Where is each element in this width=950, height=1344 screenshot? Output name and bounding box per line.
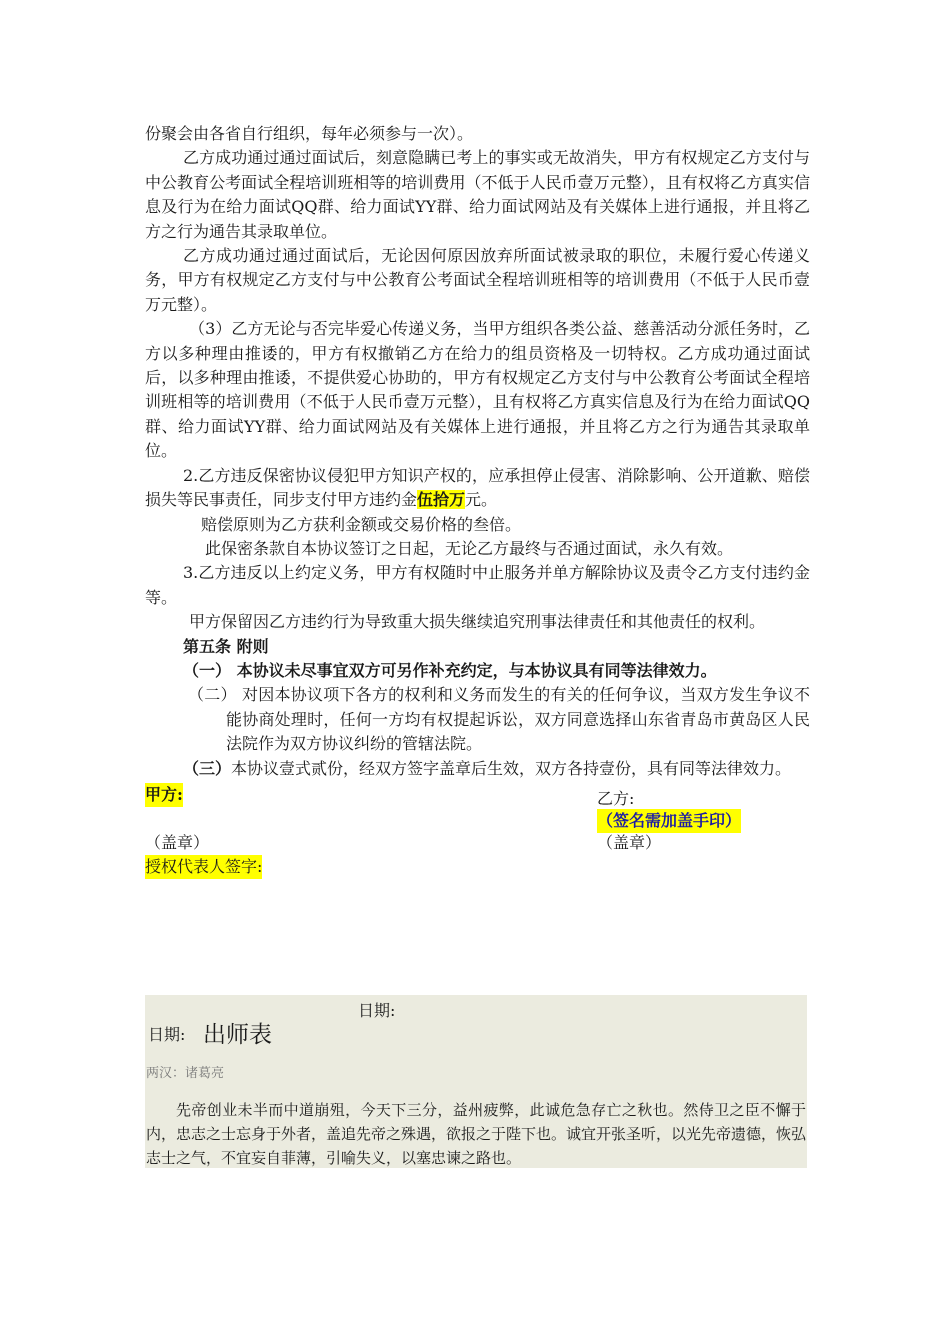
party-b-label: 乙方: — [597, 788, 635, 808]
clause-3 — [145, 757, 810, 781]
signature-row-2 — [145, 807, 810, 831]
paragraph-5-end: 元。 — [465, 490, 498, 510]
paragraph-6: 赔偿原则为乙方获利金额或交易价格的叁倍。 — [201, 514, 522, 534]
article-5-heading: 第五条 附则 — [183, 636, 269, 656]
penalty-amount: 伍拾万 — [417, 490, 466, 510]
poem-author: 两汉：诸葛亮 — [146, 1066, 225, 1081]
poem-title: 出师表 — [203, 1022, 272, 1048]
paragraph-3: 乙方成功通过通过面试后，无论因何原因放弃所面试被录取的职位，未履行爱心传递义务，甲方有权规定乙方支付与中公教育公考面试全程培训班相等的培训费用（不低于人民币壹万元整）。 — [145, 246, 810, 314]
poem-box — [145, 995, 807, 1168]
signature-row-4 — [145, 855, 810, 879]
poem-text: 先帝创业未半而中道崩殂，今天下三分，益州疲弊，此诚危急存亡之秋也。然侍卫之臣不懈于内，忠志之士忘身于外者，盖追先帝之殊遇，欲报之于陛下也。诚宜开张圣听，以光先帝遗德，恢弘志士之气，不宜妄自菲薄，引喻失义，以塞忠谏之路也。 — [146, 1101, 807, 1167]
clause-3-text: 本协议壹式贰份，经双方签字盖章后生效，双方各持壹份，具有同等法律效力。 — [231, 758, 792, 778]
date-label-right: 日期: — [358, 1001, 396, 1020]
clause-1: （一） 本协议未尽事宜双方可另作补充约定，与本协议具有同等法律效力。 — [183, 660, 717, 680]
clause-3-number: （三） — [183, 758, 232, 778]
paragraph-5 — [145, 464, 810, 513]
clause-2: （二） 对因本协议项下各方的权利和义务而发生的有关的任何争议，当双方发生争议不能协商处理时，任何一方均有权提起诉讼，双方同意选择山东省青岛市黄岛区人民法院作为双方协议纠纷的管辖法院。 — [188, 685, 810, 754]
paragraph-8: 3.乙方违反以上约定义务，甲方有权随时中止服务并单方解除协议及责令乙方支付违约金等。 — [145, 563, 810, 607]
paragraph-5-text: 2.乙方违反保密协议侵犯甲方知识产权的，应承担停止侵害、消除影响、公开道歉、赔偿损失等民事责任，同步支付甲方违约金 — [145, 465, 810, 510]
paragraph-2: 乙方成功通过通过面试后，刻意隐瞒已考上的事实或无故消失，甲方有权规定乙方支付与中公教育公考面试全程培训班相等的培训费用（不低于人民币壹万元整），且有权将乙方真实信息及行为在给力面试QQ群、给力面试YY群、给力面试网站及有关媒体上进行通报，并且将乙方之行为通告其录取单位。 — [145, 148, 810, 241]
signature-row-1 — [145, 783, 810, 807]
paragraph-9: 甲方保留因乙方违约行为导致重大损失继续追究刑事法律责任和其他责任的权利。 — [189, 612, 766, 632]
signature-row-3 — [145, 831, 810, 855]
date-label-left: 日期: — [148, 1025, 186, 1044]
seal-a: （盖章） — [145, 832, 210, 852]
sign-note: （签名需加盖手印） — [597, 809, 741, 833]
paragraph-7: 此保密条款自本协议签订之日起，无论乙方最终与否通过面试，永久有效。 — [205, 538, 734, 558]
seal-b: （盖章） — [597, 832, 662, 852]
paragraph-1: 份聚会由各省自行组织，每年必须参与一次）。 — [145, 124, 474, 143]
agreement-document — [145, 122, 810, 879]
party-a-label: 甲方: — [145, 783, 183, 807]
authorized-rep-sign: 授权代表人签字: — [145, 855, 262, 879]
paragraph-4: （3）乙方无论与否完毕爱心传递义务，当甲方组织各类公益、慈善活动分派任务时，乙方以多种理由推诿的，甲方有权撤销乙方在给力的组员资格及一切特权。乙方成功通过面试后，以多种理由推诿，不提供爱心协助的，甲方有权规定乙方支付与中公教育公考面试全程培训班相等的培训费用（不低于人民币壹万元整），且有权将乙方真实信息及行为在给力面试QQ群、给力面试YY群、给力面试网站及有关媒体上进行通报，并且将乙方之行为通告其录取单位。 — [145, 319, 810, 461]
